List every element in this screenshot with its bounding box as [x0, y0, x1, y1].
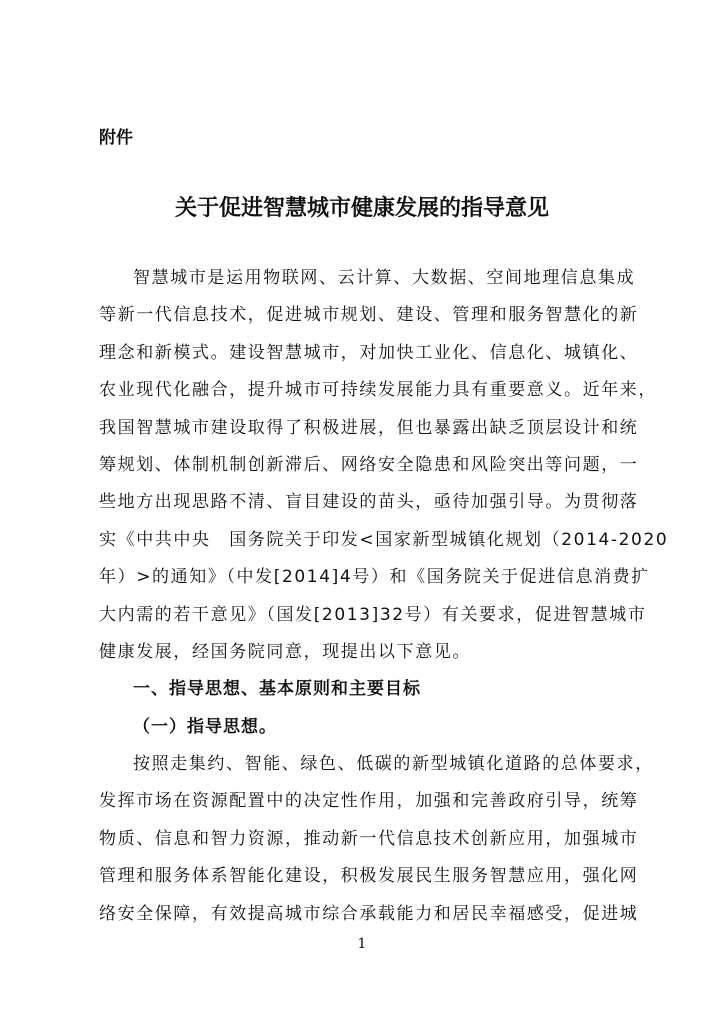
intro-line: 实《中共中央 国务院关于印发<国家新型城镇化规划（2014-2020 [99, 529, 669, 550]
subsection-heading: （一）指导思想。 [133, 716, 277, 737]
guiding-line: 按照走集约、智能、绿色、低碳的新型城镇化道路的总体要求， [133, 754, 654, 775]
intro-line: 我国智慧城市建设取得了积极进展，但也暴露出缺乏顶层设计和统 [99, 417, 639, 438]
intro-line: 健康发展，经国务院同意，现提出以下意见。 [99, 641, 471, 662]
intro-line: 些地方出现思路不清、盲目建设的苗头，亟待加强引导。为贯彻落 [99, 492, 639, 513]
intro-line: 大内需的若干意见》（国发[2013]32号）有关要求，促进智慧城市 [99, 604, 647, 625]
intro-line: 年）>的通知》（中发[2014]4号）和《国务院关于促进信息消费扩 [99, 567, 650, 588]
intro-line: 智慧城市是运用物联网、云计算、大数据、空间地理信息集成 [133, 268, 636, 288]
intro-line: 筹规划、体制机制创新滞后、网络安全隐患和风险突出等问题，一 [99, 454, 639, 475]
guiding-line: 管理和服务体系智能化建设，积极发展民生服务智慧应用，强化网 [99, 866, 639, 887]
section-heading: 一、指导思想、基本原则和主要目标 [133, 679, 421, 700]
intro-line: 农业现代化融合，提升城市可持续发展能力具有重要意义。近年来， [99, 380, 657, 401]
guiding-line: 发挥市场在资源配置中的决定性作用，加强和完善政府引导，统筹 [99, 791, 639, 812]
intro-line: 理念和新模式。建设智慧城市，对加快工业化、信息化、城镇化、 [99, 342, 639, 363]
guiding-line: 络安全保障，有效提高城市综合承载能力和居民幸福感受，促进城 [99, 903, 639, 924]
attachment-label: 附件 [99, 128, 133, 148]
page-number: 1 [357, 936, 367, 952]
document-body [99, 260, 669, 933]
guiding-line: 物质、信息和智力资源，推动新一代信息技术创新应用，加强城市 [99, 828, 639, 849]
document-title: 关于促进智慧城市健康发展的指导意见 [174, 196, 549, 221]
intro-line: 等新一代信息技术，促进城市规划、建设、管理和服务智慧化的新 [99, 305, 639, 326]
